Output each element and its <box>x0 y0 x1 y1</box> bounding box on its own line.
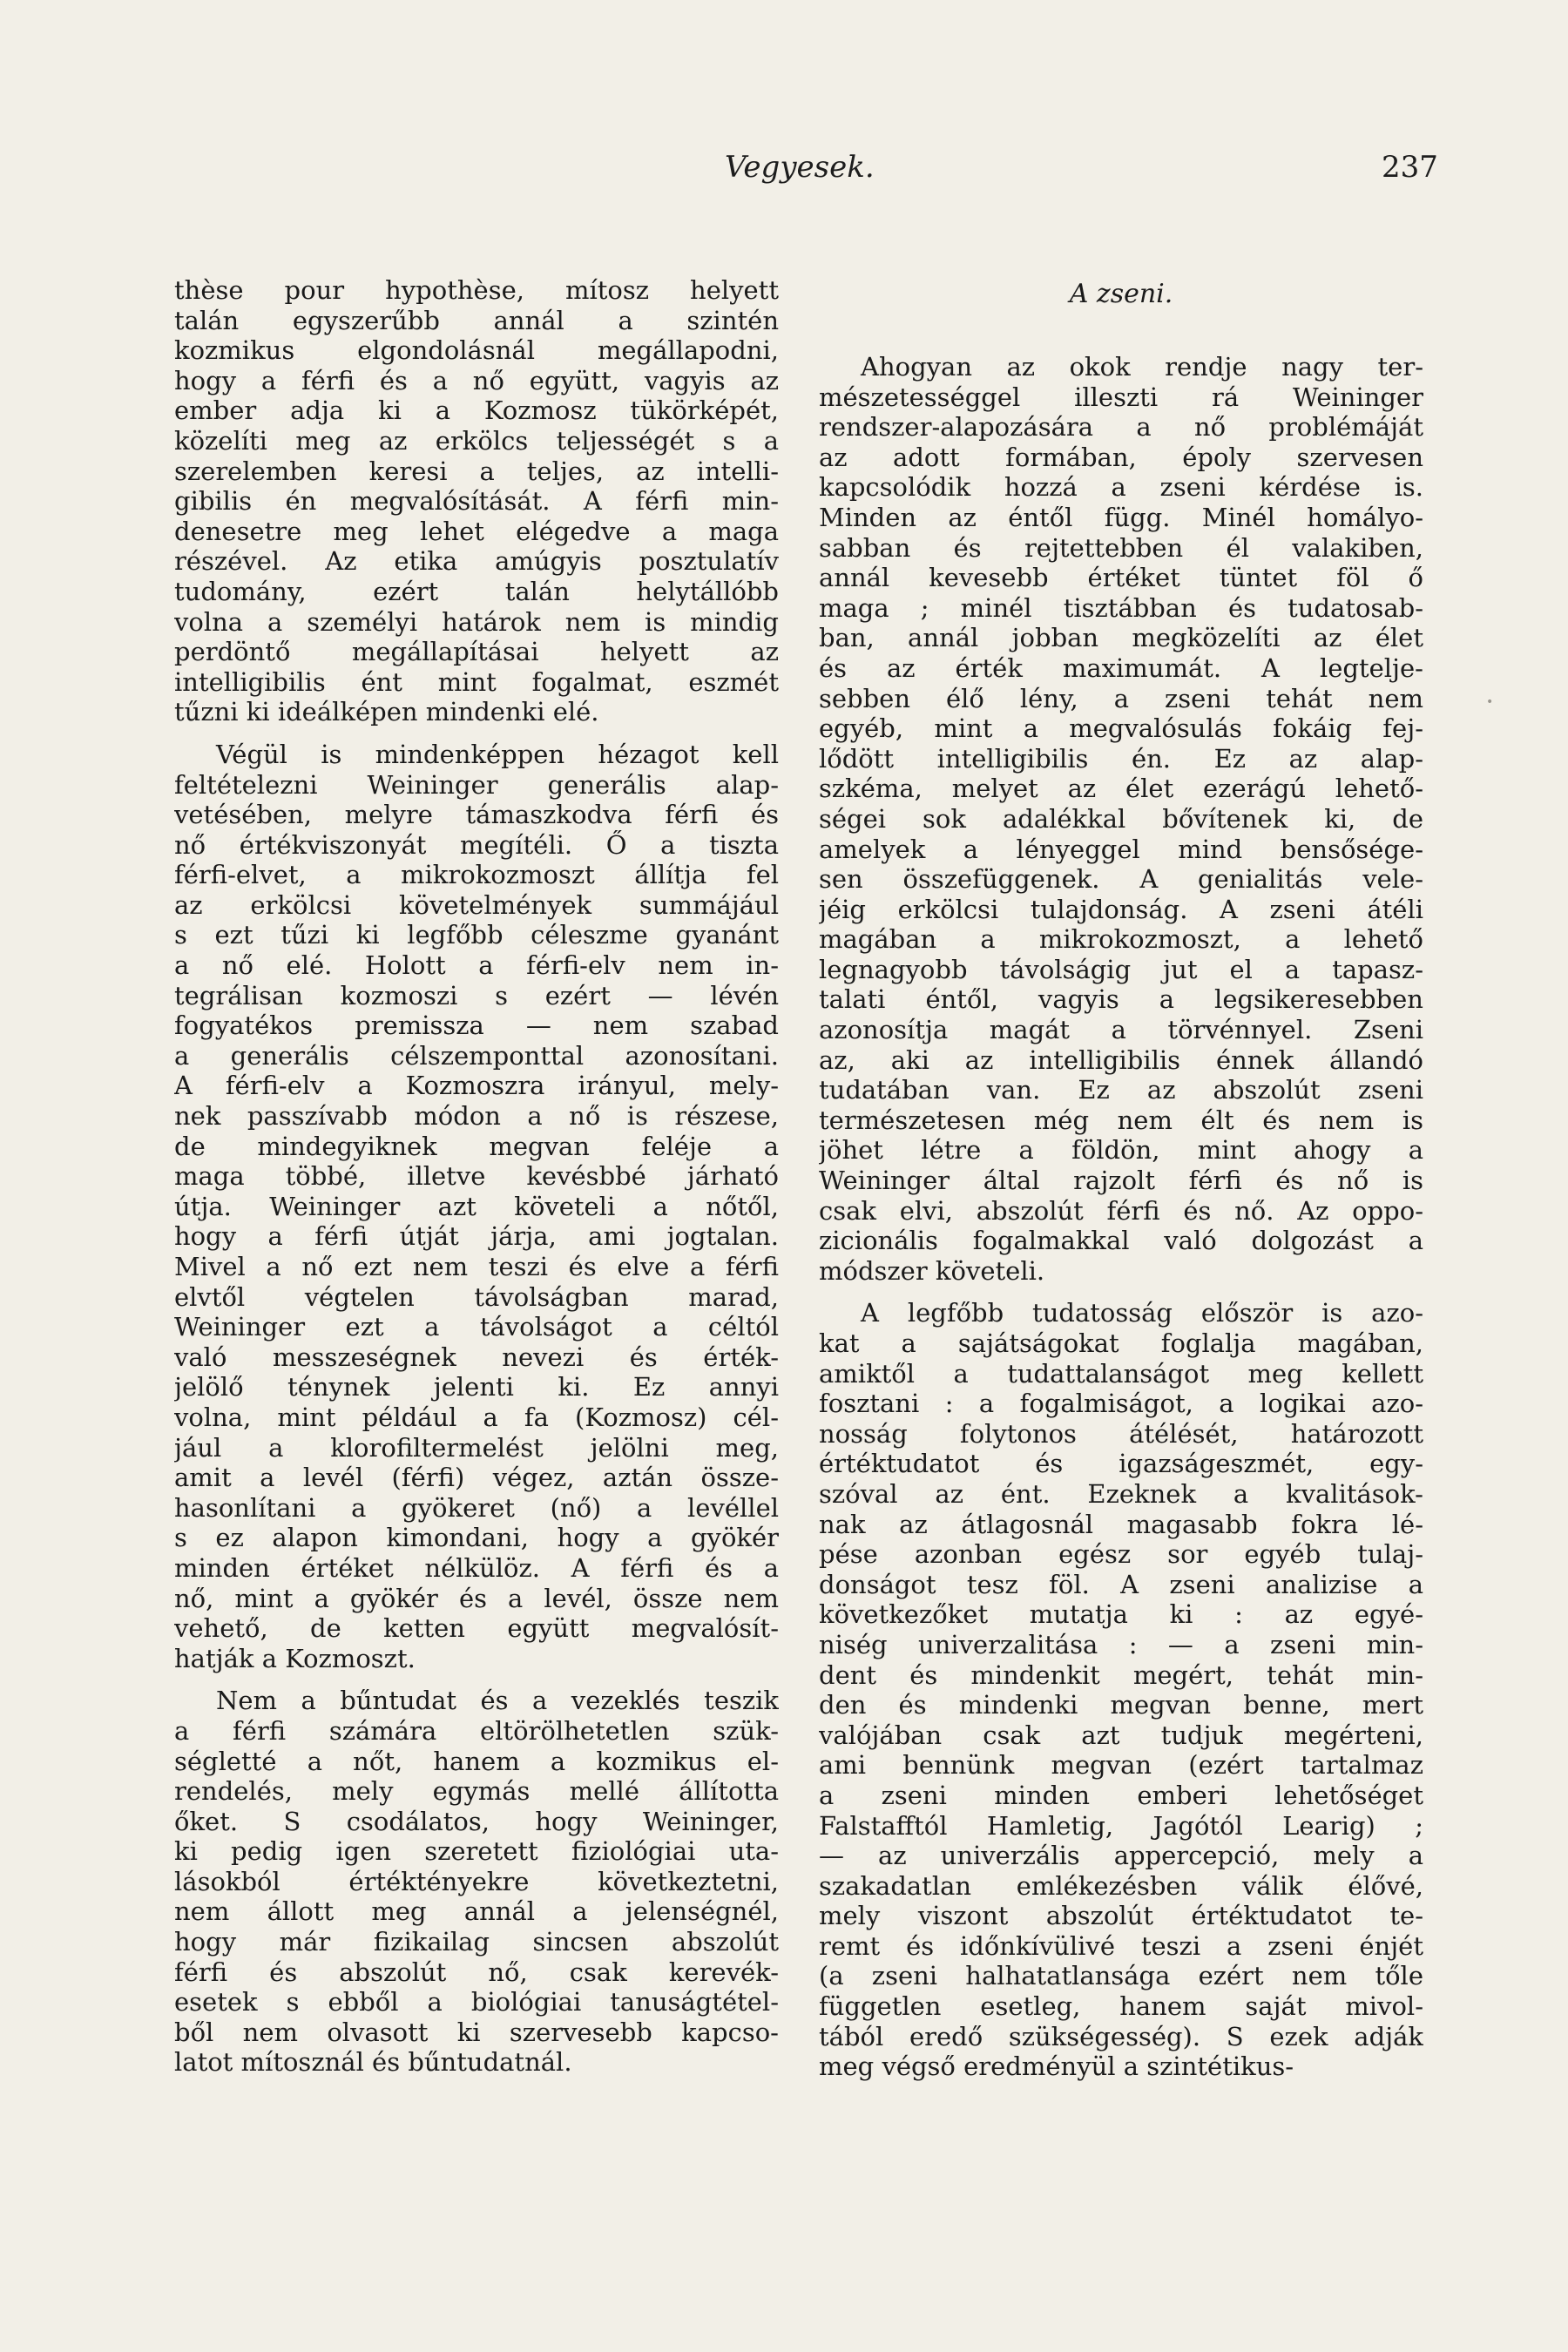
text-line: férfi és abszolút nő, csak kerevék- <box>174 1957 779 1987</box>
text-line: az erkölcsi követelmények summájául <box>174 889 779 920</box>
text-line: sabban és rejtettebben él valakiben, <box>819 532 1423 563</box>
text-line: ember adja ki a Kozmosz tükörképét, <box>174 395 779 426</box>
text-line: tűzni ki ideálképen mindenki elé. <box>174 697 599 727</box>
text-line: a zseni minden emberi lehetőséget <box>819 1780 1423 1810</box>
text-line: hogy már fizikailag sincsen abszolút <box>174 1927 779 1957</box>
paragraph <box>174 740 779 1673</box>
text-line: amiktől a tudattalanságot meg kellett <box>819 1358 1423 1389</box>
text-line: amelyek a lényeggel mind bensősége- <box>819 834 1423 864</box>
paragraph-gap <box>174 727 779 740</box>
text-line: mely viszont abszolút értéktudatot te- <box>819 1901 1423 1931</box>
text-line: vetésében, melyre támaszkodva férfi és <box>174 800 779 830</box>
left-text-column <box>174 275 779 2078</box>
text-line: niség univerzalitása : — a zseni min- <box>819 1629 1423 1659</box>
text-line: független esetleg, hanem saját mivol- <box>819 1991 1423 2022</box>
text-line: kozmikus elgondolásnál megállapodni, <box>174 335 779 366</box>
text-line: szakadatlan emlékezésben válik élővé, <box>819 1870 1423 1901</box>
text-line: ből nem olvasott ki szervesebb kapcso- <box>174 2017 779 2047</box>
text-line: remt és időnkívülivé teszi a zseni énjét <box>819 1930 1423 1961</box>
text-line: volna, mint például a fa (Kozmosz) cél- <box>174 1402 779 1432</box>
text-line: maga ; minél tisztábban és tudatosab- <box>819 592 1423 623</box>
text-line: ségei sok adalékkal bővítenek ki, de <box>819 803 1423 834</box>
text-line: módszer követeli. <box>819 1255 1045 1286</box>
text-line: ami bennünk megvan (ezért tartalmaz <box>819 1750 1423 1781</box>
text-line: s ez alapon kimondani, hogy a gyökér <box>174 1523 779 1553</box>
text-line: Weininger ezt a távolságot a céltól <box>174 1312 779 1342</box>
text-line: szóval az ént. Ezeknek a kvalitások- <box>819 1478 1423 1509</box>
text-line: elvtől végtelen távolságban marad, <box>174 1281 779 1312</box>
text-line: Weininger által rajzolt férfi és nő is <box>819 1166 1423 1196</box>
text-line: tudomány, ezért talán helytállóbb <box>174 576 779 606</box>
paragraph <box>819 1298 1423 2081</box>
text-line: kat a sajátságokat foglalja magában, <box>819 1328 1423 1358</box>
text-line: nek passzívabb módon a nő is részese, <box>174 1101 779 1132</box>
text-line: azonosítja magát a törvénnyel. Zseni <box>819 1015 1423 1045</box>
text-line: mészetességgel illeszti rá Weininger <box>819 382 1423 412</box>
text-line: fogyatékos premissza — nem szabad <box>174 1010 779 1041</box>
text-line: feltételezni Weininger generális alap- <box>174 769 779 800</box>
text-line: minden értéket nélkülöz. A férfi és a <box>174 1552 779 1583</box>
paragraph-gap <box>174 1673 779 1686</box>
text-line: talán egyszerűbb annál a szintén <box>174 305 779 335</box>
text-line: sen összefüggenek. A genialitás vele- <box>819 864 1423 895</box>
text-line: hasonlítani a gyökeret (nő) a levéllel <box>174 1492 779 1523</box>
text-line: rendszer-alapozására a nő problémáját <box>819 412 1423 443</box>
text-line: A legfőbb tudatosság először is azo- <box>861 1298 1423 1328</box>
text-line: az, aki az intelligibilis énnek állandó <box>819 1044 1423 1075</box>
text-line: tából eredő szükségesség). S ezek adják <box>819 2021 1423 2051</box>
text-line: intelligibilis ént mint fogalmat, eszmét <box>174 666 779 697</box>
text-line: meg végső eredményül a szintétikus- <box>819 2051 1294 2082</box>
text-line: vehető, de ketten együtt megvalósít- <box>174 1613 779 1644</box>
text-line: közelíti meg az erkölcs teljességét s a <box>174 425 779 456</box>
text-line: következőket mutatja ki : az egyé- <box>819 1599 1423 1630</box>
text-line: Nem a bűntudat és a vezeklés teszik <box>216 1686 779 1716</box>
text-line: ki pedig igen szeretett fiziológiai uta- <box>174 1836 779 1867</box>
text-line: ban, annál jobban megközelíti az élet <box>819 623 1423 653</box>
text-line: hatják a Kozmoszt. <box>174 1643 416 1673</box>
text-line: nem állott meg annál a jelenségnél, <box>174 1896 779 1927</box>
text-line: útja. Weininger azt követeli a nőtől, <box>174 1191 779 1221</box>
text-line: nosság folytonos átélését, határozott <box>819 1418 1423 1449</box>
text-line: Végül is mindenképpen hézagot kell <box>216 739 779 769</box>
text-line: nak az átlagosnál magasabb fokra lé- <box>819 1509 1423 1539</box>
text-line: rendelés, mely egymás mellé állította <box>174 1776 779 1807</box>
text-line: lásokból értéktényekre következtetni, <box>174 1866 779 1896</box>
text-line: de mindegyiknek megvan feléje a <box>174 1131 779 1161</box>
text-line: jául a klorofiltermelést jelölni meg, <box>174 1432 779 1463</box>
paragraph <box>174 1686 779 2078</box>
text-line: perdöntő megállapításai helyett az <box>174 637 779 667</box>
text-line: a generális célszemponttal azonosítani. <box>174 1040 779 1071</box>
text-line: (a zseni halhatatlansága ezért nem tőle <box>819 1961 1423 1991</box>
right-column-body <box>819 352 1423 2082</box>
text-line: nő, mint a gyökér és a levél, össze nem <box>174 1583 779 1613</box>
text-line: Mivel a nő ezt nem teszi és elve a férfi <box>174 1252 779 1281</box>
text-line: szerelemben keresi a teljes, az intelli- <box>174 456 779 486</box>
running-header-title: Vegyesek. <box>725 150 875 185</box>
text-line: kapcsolódik hozzá a zseni kérdése is. <box>819 472 1423 503</box>
paragraph <box>819 352 1423 1286</box>
text-line: thèse pour hypothèse, mítosz helyett <box>174 275 779 305</box>
paragraph-gap <box>819 1286 1423 1298</box>
text-line: denesetre meg lehet elégedve a maga <box>174 516 779 546</box>
text-line: jelölő ténynek jelenti ki. Ez annyi <box>174 1372 779 1402</box>
text-line: lődött intelligibilis én. Ez az alap- <box>819 743 1423 774</box>
text-line: szkéma, melyet az élet ezerágú lehető- <box>819 774 1423 804</box>
text-line: maga többé, illetve kevésbbé járható <box>174 1161 779 1192</box>
text-line: den és mindenki megvan benne, mert <box>819 1690 1423 1720</box>
text-line: — az univerzális appercepció, mely a <box>819 1841 1423 1871</box>
text-line: s ezt tűzi ki legfőbb céleszme gyanánt <box>174 920 779 950</box>
text-line: esetek s ebből a biológiai tanuságtétel- <box>174 1987 779 2017</box>
page-number: 237 <box>1382 150 1438 185</box>
text-line: való messzeségnek nevezi és érték- <box>174 1342 779 1372</box>
text-line: annál kevesebb értéket tüntet föl ő <box>819 563 1423 593</box>
text-line: dent és mindenkit megért, tehát min- <box>819 1659 1423 1690</box>
text-line: A férfi-elv a Kozmoszra irányul, mely- <box>174 1071 779 1101</box>
text-line: természetesen még nem élt és nem is <box>819 1105 1423 1135</box>
page-speck: • <box>1486 695 1494 709</box>
right-text-column <box>819 277 1423 2082</box>
text-line: Ahogyan az okok rendje nagy ter- <box>861 352 1423 382</box>
text-line: gibilis én megvalósítását. A férfi min- <box>174 486 779 517</box>
text-line: donságot tesz föl. A zseni analizise a <box>819 1569 1423 1599</box>
text-line: sebben élő lény, a zseni tehát nem <box>819 683 1423 713</box>
text-line: Minden az éntől függ. Minél homályo- <box>819 502 1423 532</box>
section-title: A zseni. <box>1069 279 1173 309</box>
text-line: legnagyobb távolságig jut el a tapasz- <box>819 954 1423 984</box>
text-line: egyéb, mint a megvalósulás fokáig fej- <box>819 713 1423 744</box>
text-line: hogy a férfi útját járja, ami jogtalan. <box>174 1221 779 1252</box>
text-line: amit a levél (férfi) végez, aztán össze- <box>174 1463 779 1493</box>
text-line: tudatában van. Ez az abszolút zseni <box>819 1075 1423 1105</box>
text-line: magában a mikrokozmoszt, a lehető <box>819 924 1423 955</box>
text-line: az adott formában, époly szervesen <box>819 442 1423 472</box>
text-line: ségletté a nőt, hanem a kozmikus el- <box>174 1746 779 1776</box>
text-line: jéig erkölcsi tulajdonság. A zseni átéli <box>819 894 1423 924</box>
text-line: nő értékviszonyát megítéli. Ő a tiszta <box>174 829 779 860</box>
text-line: a férfi számára eltörölhetetlen szük- <box>174 1715 779 1746</box>
text-line: volna a személyi határok nem is mindig <box>174 606 779 637</box>
text-line: zicionális fogalmakkal való dolgozást a <box>819 1226 1423 1256</box>
text-line: jöhet létre a földön, mint ahogy a <box>819 1135 1423 1166</box>
text-line: tegrálisan kozmoszi s ezért — lévén <box>174 980 779 1010</box>
text-line: valójában csak azt tudjuk megérteni, <box>819 1720 1423 1750</box>
paragraph <box>174 275 779 727</box>
text-line: hogy a férfi és a nő együtt, vagyis az <box>174 365 779 395</box>
text-line: férfi-elvet, a mikrokozmoszt állítja fel <box>174 860 779 890</box>
text-line: és az érték maximumát. A legtelje- <box>819 652 1423 683</box>
text-line: részével. Az etika amúgyis posztulatív <box>174 546 779 577</box>
text-line: őket. S csodálatos, hogy Weininger, <box>174 1806 779 1836</box>
text-line: fosztani : a fogalmiságot, a logikai azo- <box>819 1389 1423 1419</box>
text-line: talati éntől, vagyis a legsikeresebben <box>819 984 1423 1015</box>
text-line: értéktudatot és igazságeszmét, egy- <box>819 1449 1423 1479</box>
text-line: Falstafftól Hamletig, Jagótól Learig) ; <box>819 1810 1423 1841</box>
text-line: a nő elé. Holott a férfi-elv nem in- <box>174 950 779 981</box>
text-line: pése azonban egész sor egyéb tulaj- <box>819 1539 1423 1570</box>
text-line: csak elvi, abszolút férfi és nő. Az oppo- <box>819 1195 1423 1226</box>
text-line: latot mítosznál és bűntudatnál. <box>174 2047 572 2078</box>
